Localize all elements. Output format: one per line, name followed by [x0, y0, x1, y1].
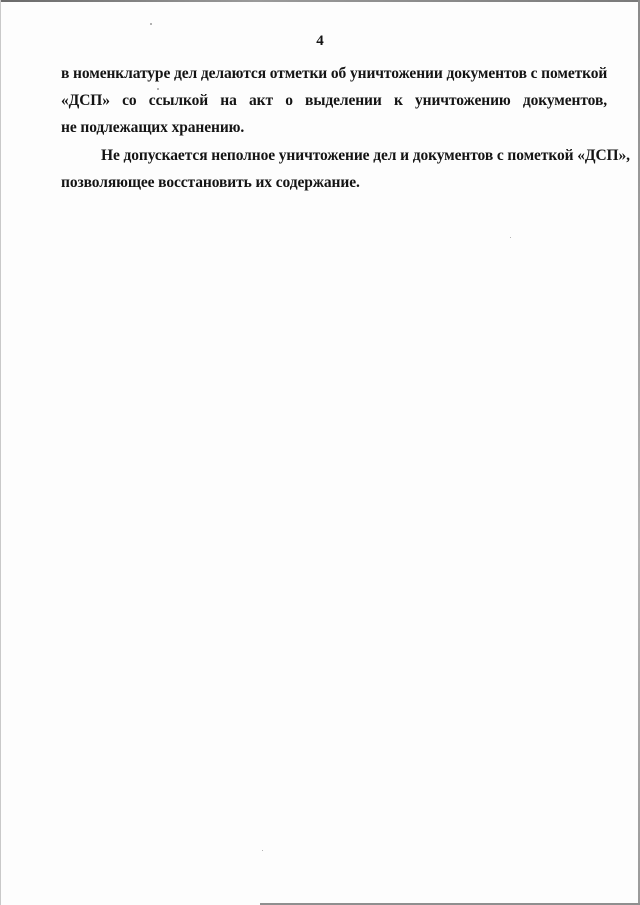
- paragraph-2-line-1: Не допускается неполное уничтожение дел и документов с пометкой «ДСП»,: [101, 147, 630, 164]
- paragraph-1-line-1: в номенклатуре дел делаются отметки об уничтожении документов с пометкой: [61, 65, 608, 82]
- paragraph-1-line-2: «ДСП» со ссылкой на акт о выделении к уничтожению документов,: [61, 92, 607, 109]
- scan-edge-top: [0, 0, 640, 2]
- paragraph-1-line-3: не подлежащих хранению.: [61, 119, 245, 136]
- paragraph-1: [61, 60, 607, 141]
- paragraph-2-line-2: позволяющее восстановить их содержание.: [61, 174, 360, 191]
- paragraph-2: [61, 142, 630, 196]
- page-number: 4: [316, 33, 324, 49]
- scan-edge-left: [0, 0, 1, 905]
